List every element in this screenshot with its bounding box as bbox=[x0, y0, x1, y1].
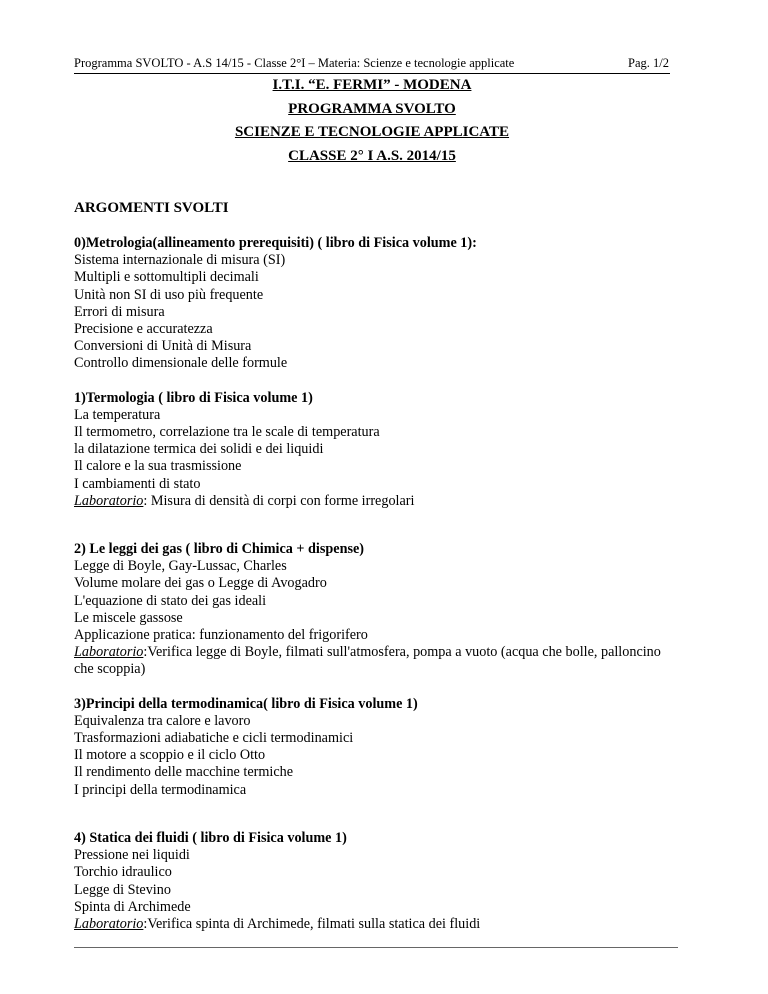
lab-label: Laboratorio bbox=[74, 644, 144, 661]
title-block bbox=[74, 76, 670, 170]
topic-item: Torchio idraulico bbox=[74, 864, 172, 881]
program-title: PROGRAMMA SVOLTO bbox=[288, 100, 456, 117]
class-year-title: CLASSE 2° I A.S. 2014/15 bbox=[288, 147, 456, 164]
topic-item: Errori di misura bbox=[74, 303, 165, 320]
lab-line bbox=[74, 644, 684, 678]
topic-item: Applicazione pratica: funzionamento del frigorifero bbox=[74, 627, 368, 644]
topic-item: Precisione e accuratezza bbox=[74, 321, 213, 338]
lab-line bbox=[74, 916, 684, 933]
school-title: I.T.I. “E. FERMI” - MODENA bbox=[272, 77, 472, 93]
topic-item: La temperatura bbox=[74, 406, 161, 423]
topic-item: Trasformazioni adiabatiche e cicli termodinamici bbox=[74, 730, 354, 747]
topic-item: Unità non SI di uso più frequente bbox=[74, 286, 264, 303]
lab-text: :Verifica spinta di Archimede, filmati sulla statica dei fluidi bbox=[143, 915, 481, 932]
topic-title: 0)Metrologia(allineamento prerequisiti) ( libro di Fisica volume 1): bbox=[74, 235, 477, 251]
footer-divider bbox=[74, 947, 678, 948]
lab-label: Laboratorio bbox=[74, 492, 144, 509]
document-body bbox=[74, 199, 684, 933]
topic-item: Legge di Boyle, Gay-Lussac, Charles bbox=[74, 558, 287, 575]
header-course-info: Programma SVOLTO - A.S 14/15 - Classe 2°I – Materia: Scienze e tecnologie applicate bbox=[74, 56, 515, 70]
topic-item: Il termometro, correlazione tra le scale di temperatura bbox=[74, 424, 380, 441]
topic-metrologia bbox=[74, 235, 684, 373]
subject-title: SCIENZE E TECNOLOGIE APPLICATE bbox=[234, 124, 510, 140]
topic-termodinamica bbox=[74, 696, 684, 799]
topic-title: 2) Le leggi dei gas ( libro di Chimica + dispense) bbox=[74, 541, 365, 558]
topic-item: I principi della termodinamica bbox=[74, 781, 247, 798]
lab-label: Laboratorio bbox=[74, 915, 144, 932]
topic-item: Volume molare dei gas o Legge di Avogadro bbox=[74, 575, 327, 592]
lab-line bbox=[74, 493, 684, 510]
lab-text: : Misura di densità di corpi con forme irregolari bbox=[143, 492, 415, 509]
header-page-number: Pag. 1/2 bbox=[628, 56, 669, 70]
topic-item: Pressione nei liquidi bbox=[74, 847, 190, 864]
topic-item: Legge di Stevino bbox=[74, 881, 171, 898]
topic-title: 1)Termologia ( libro di Fisica volume 1) bbox=[74, 389, 313, 406]
topic-item: Il rendimento delle macchine termiche bbox=[74, 764, 294, 781]
topic-item: Multipli e sottomultipli decimali bbox=[74, 269, 259, 286]
topic-item: Controllo dimensionale delle formule bbox=[74, 355, 288, 372]
topic-title: 3)Principi della termodinamica( libro di Fisica volume 1) bbox=[74, 695, 418, 712]
topic-item: la dilatazione termica dei solidi e dei liquidi bbox=[74, 441, 324, 458]
topic-item: L'equazione di stato dei gas ideali bbox=[74, 592, 267, 609]
topic-title: 4) Statica dei fluidi ( libro di Fisica volume 1) bbox=[74, 829, 347, 846]
section-heading: ARGOMENTI SVOLTI bbox=[74, 200, 229, 216]
topic-item: I cambiamenti di stato bbox=[74, 475, 201, 492]
topic-item: Equivalenza tra calore e lavoro bbox=[74, 712, 251, 729]
topic-item: Conversioni di Unità di Misura bbox=[74, 338, 252, 355]
topic-item: Le miscele gassose bbox=[74, 609, 183, 626]
topic-statica-fluidi bbox=[74, 830, 684, 933]
topic-leggi-gas bbox=[74, 541, 684, 679]
topic-item: Sistema internazionale di misura (SI) bbox=[74, 252, 286, 269]
topic-item: Il calore e la sua trasmissione bbox=[74, 458, 242, 475]
topic-termologia bbox=[74, 390, 684, 510]
running-header bbox=[74, 55, 670, 74]
lab-text: :Verifica legge di Boyle, filmati sull'atmosfera, pompa a vuoto (acqua che bolle, palloncino che scoppia) bbox=[74, 644, 661, 678]
topic-item: Spinta di Archimede bbox=[74, 898, 191, 915]
topic-item: Il motore a scoppio e il ciclo Otto bbox=[74, 747, 266, 764]
